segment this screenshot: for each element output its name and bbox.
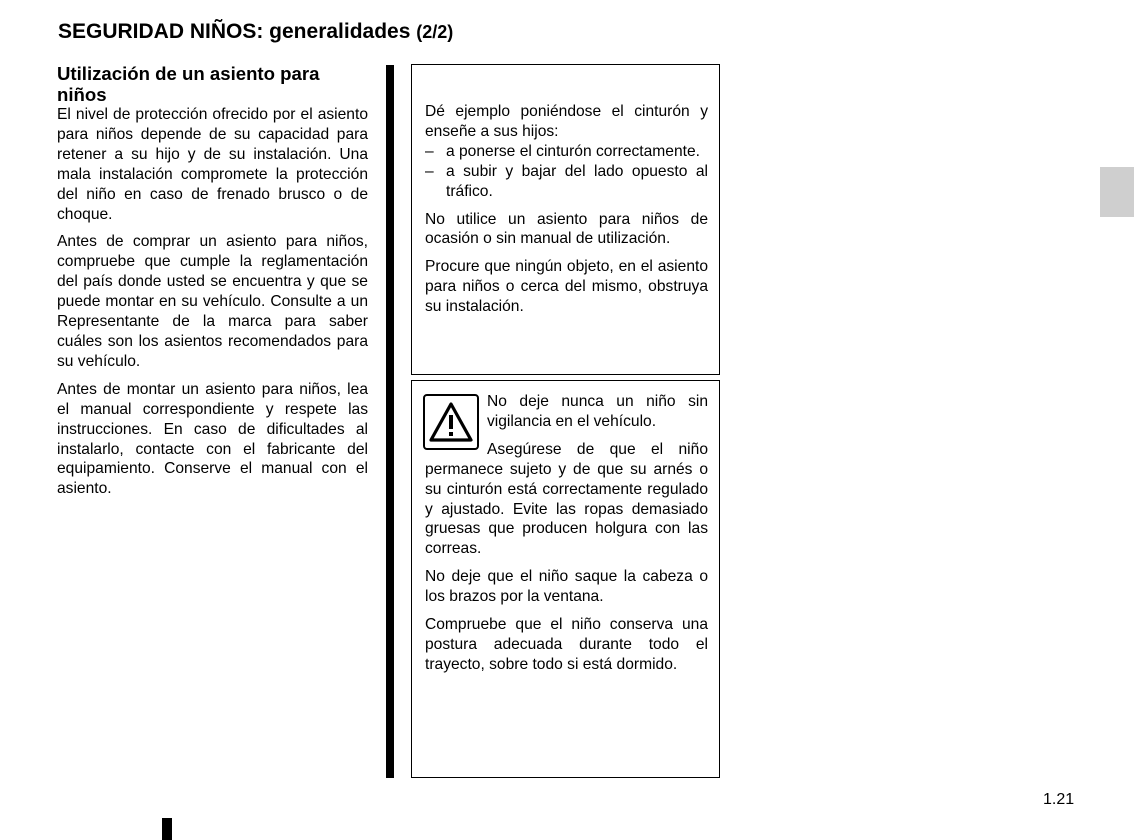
info-box: [411, 64, 720, 375]
print-mark: [162, 818, 172, 840]
paragraph-before-buying: Antes de comprar un asiento para niños, compruebe que cumple la reglamentación del país donde usted se encuentra y que se puede montar en su vehículo. Consulte a un Representante de la marca para saber cuáles son los asientos recomendados para su vehículo.: [57, 233, 368, 370]
info-paragraph: No utilice un asiento para niños de ocasión o sin manual de utilización.: [425, 210, 708, 248]
page-part-indicator: (2/2): [416, 22, 454, 42]
info-list-item: – a ponerse el cinturón correctamente.: [425, 142, 708, 162]
page-number: 1.21: [1043, 791, 1075, 808]
page-title-text: SEGURIDAD NIÑOS: generalidades: [58, 20, 411, 43]
vertical-rule: [386, 65, 394, 778]
left-column: [57, 63, 368, 507]
warning-paragraph: No deje que el niño saque la cabeza o los brazos por la ventana.: [425, 568, 708, 606]
warning-paragraph: No deje nunca un niño sin vigilancia en el vehículo.: [487, 393, 708, 430]
section-tab-marker: [1100, 167, 1134, 217]
info-intro: Dé ejemplo poniéndose el cinturón y enseñe a sus hijos:: [425, 103, 708, 140]
warning-triangle-icon: [423, 394, 479, 450]
page-title: [58, 20, 453, 44]
section-heading: Utilización de un asiento para niños: [57, 63, 320, 105]
warning-paragraph: Asegúrese de que el niño permanece sujeto y de que su arnés o su cinturón está correctamente regulado y ajustado. Evite las ropas demasiado gruesas que producen holgura con las correas.: [425, 440, 708, 558]
paragraph-before-mounting: Antes de montar un asiento para niños, lea el manual correspondiente y respete las instrucciones. En caso de dificultades al instalarlo, contacte con el fabricante del equipamiento. Conserve el manual con el asiento.: [57, 380, 368, 498]
info-paragraph: Procure que ningún objeto, en el asiento para niños o cerca del mismo, obstruya su instalación.: [425, 258, 708, 316]
warning-paragraph: Compruebe que el niño conserva una postura adecuada durante todo el trayecto, sobre todo si está dormido.: [425, 616, 708, 673]
info-list-item: – a subir y bajar del lado opuesto al tráfico.: [425, 162, 708, 202]
paragraph-protection-level: El nivel de protección ofrecido por el asiento para niños depende de su capacidad para retener a su hijo y de su instalación. Una mala instalación compromete la protección del niño en caso de frenado brusco o de choque.: [57, 106, 368, 223]
info-list: [425, 142, 708, 202]
warning-box: [411, 380, 720, 778]
